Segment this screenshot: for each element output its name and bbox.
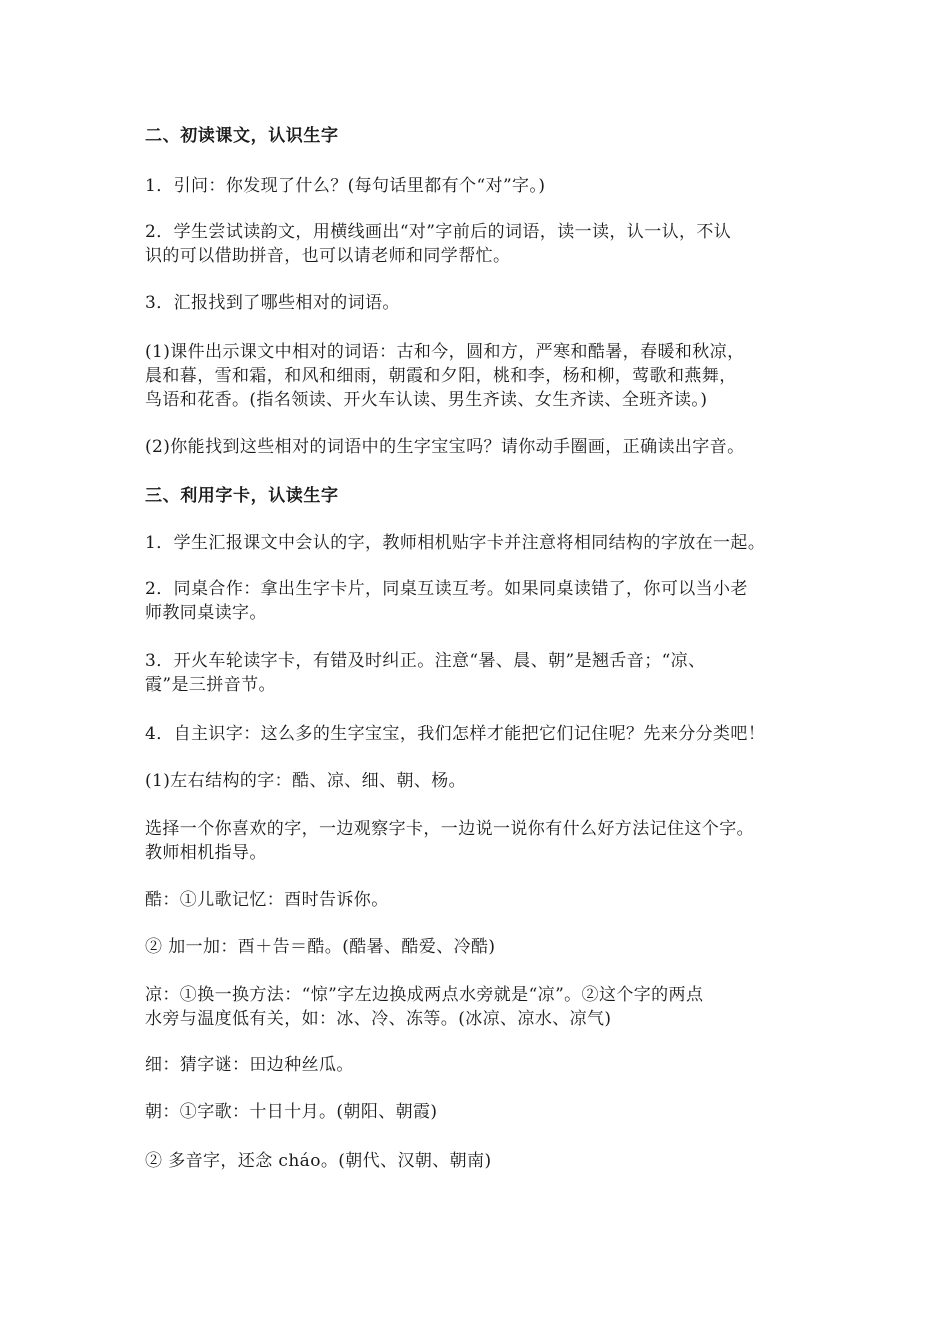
- paragraph: [145, 935, 817, 959]
- text-line: (1)课件出示课文中相对的词语：古和今，圆和方，严寒和酷暑，春暖和秋凉，: [145, 342, 745, 362]
- text-line: 凉：①换一换方法：“惊”字左边换成两点水旁就是“凉”。②这个字的两点: [145, 985, 704, 1005]
- text-line: 鸟语和花香。(指名领读、开火车认读、男生齐读、女生齐读、全班齐读。): [145, 390, 708, 410]
- text-line: 教师相机指导。: [145, 843, 267, 863]
- paragraph: [145, 769, 817, 793]
- text-line: 细：猜字谜：田边种丝瓜。: [145, 1055, 354, 1075]
- text-line: 2．同桌合作：拿出生字卡片，同桌互读互考。如果同桌读错了，你可以当小老: [145, 579, 748, 599]
- paragraph: [145, 174, 817, 198]
- text-line: ② 加一加：酉＋告＝酷。(酷暑、酷爱、冷酷): [145, 937, 496, 957]
- paragraph: [145, 340, 817, 412]
- text-line: 霞”是三拼音节。: [145, 675, 276, 695]
- text-line: 3．开火车轮读字卡，有错及时纠正。注意“暑、晨、朝”是翘舌音；“凉、: [145, 651, 706, 671]
- paragraph: [145, 817, 817, 865]
- text-line: 选择一个你喜欢的字，一边观察字卡，一边说一说你有什么好方法记住这个字。: [145, 819, 754, 839]
- paragraph: [145, 1053, 817, 1077]
- text-line: (1)左右结构的字：酷、凉、细、朝、杨。: [145, 771, 467, 791]
- paragraph: [145, 888, 817, 912]
- paragraph: [145, 983, 817, 1031]
- paragraph: [145, 577, 817, 625]
- text-line: 1．学生汇报课文中会认的字，教师相机贴字卡并注意将相同结构的字放在一起。: [145, 533, 766, 553]
- text-line: 朝：①字歌：十日十月。(朝阳、朝霞): [145, 1102, 438, 1122]
- text-line: 水旁与温度低有关，如：冰、冷、冻等。(冰凉、凉水、凉气): [145, 1009, 612, 1029]
- paragraph: [145, 722, 817, 746]
- text-line: 4．自主识字：这么多的生字宝宝，我们怎样才能把它们记住呢？先来分分类吧！: [145, 724, 766, 744]
- paragraph: [145, 220, 817, 268]
- paragraph: [145, 435, 817, 459]
- text-line: 晨和暮，雪和霜，和风和细雨，朝霞和夕阳，桃和李，杨和柳，莺歌和燕舞，: [145, 366, 737, 386]
- text-line: 师教同桌读字。: [145, 603, 267, 623]
- paragraph: [145, 1149, 817, 1173]
- text-line: ② 多音字，还念 cháo。(朝代、汉朝、朝南): [145, 1151, 492, 1171]
- paragraph: [145, 649, 817, 697]
- section-heading: 三、利用字卡，认读生字: [145, 486, 339, 506]
- text-line: 酷：①儿歌记忆：酉时告诉你。: [145, 890, 389, 910]
- paragraph: [145, 1100, 817, 1124]
- paragraph: [145, 291, 817, 315]
- paragraph: [145, 531, 817, 555]
- section-heading: 二、初读课文，认识生字: [145, 126, 339, 146]
- text-line: 3．汇报找到了哪些相对的词语。: [145, 293, 400, 313]
- text-line: 2．学生尝试读韵文，用横线画出“对”字前后的词语，读一读，认一认，不认: [145, 222, 732, 242]
- text-line: (2)你能找到这些相对的词语中的生字宝宝吗？请你动手圈画，正确读出字音。: [145, 437, 745, 457]
- text-line: 识的可以借助拼音，也可以请老师和同学帮忙。: [145, 246, 511, 266]
- text-line: 1．引问：你发现了什么？(每句话里都有个“对”字。): [145, 176, 546, 196]
